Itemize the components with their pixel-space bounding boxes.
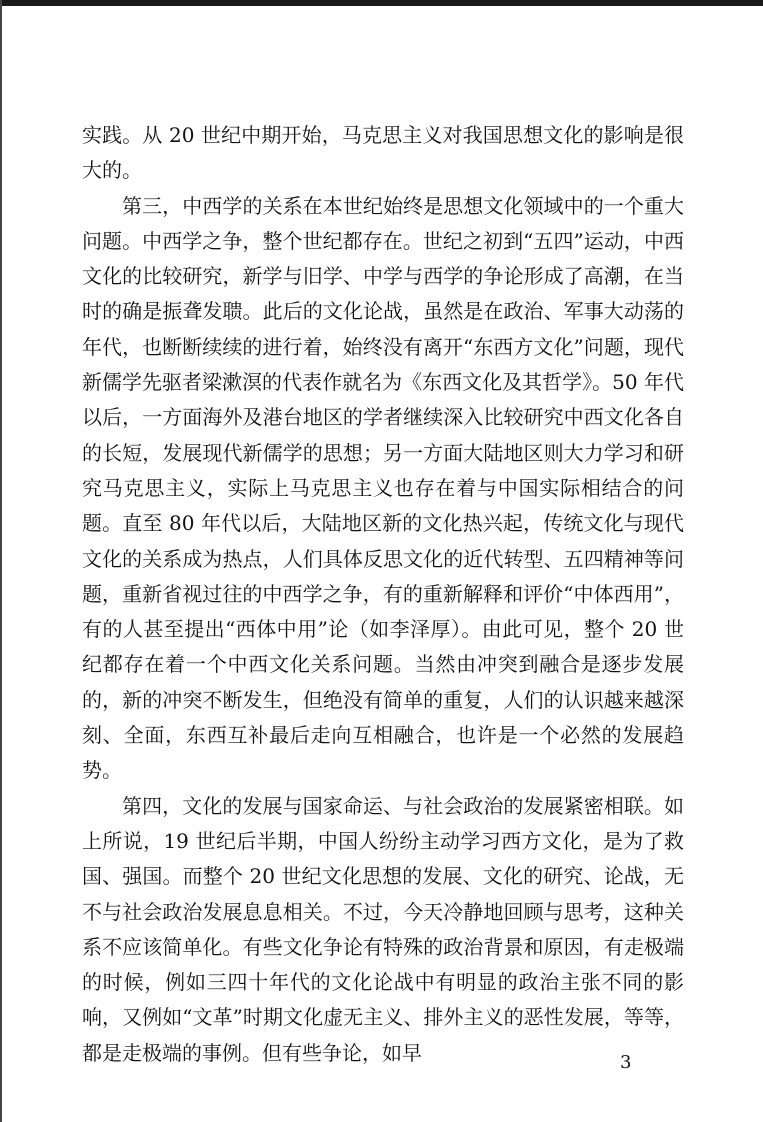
left-border-rule bbox=[0, 0, 2, 1122]
paragraph-3: 第四，文化的发展与国家命运、与社会政治的发展紧密相联。如上所说，19 世纪后半期，中国人纷纷主动学习西方文化，是为了救国、强国。而整个 20 世纪文化思想的发展、文化的研究、论战，无不与社会政治发展息息相关。不过，今天冷静地回顾与思考，这种关系不应该简单化。有些文化争论有特殊的政治背景和原因，有走极端的时候，例如三四十年代的文化论战中有明显的政治主张不同的影响，又例如“文革”时期文化虚无主义、排外主义的恶性发展，等等，都是走极端的事例。但有些争论，如早 bbox=[82, 793, 684, 1065]
paragraph-1: 实践。从 20 世纪中期开始，马克思主义对我国思想文化的影响是很大的。 bbox=[82, 123, 684, 183]
page-body bbox=[82, 118, 684, 1071]
page-number: 3 bbox=[620, 1052, 632, 1073]
paragraph-2: 第三，中西学的关系在本世纪始终是思想文化领域中的一个重大问题。中西学之争，整个世纪都存在。世纪之初到“五四”运动，中西文化的比较研究，新学与旧学、中学与西学的争论形成了高潮，在当时的确是振聋发聩。此后的文化论战，虽然是在政治、军事大动荡的年代，也断断续续的进行着，始终没有离开“东西方文化”问题，现代新儒学先驱者梁漱溟的代表作就名为《东西文化及其哲学》。50 年代以后，一方面海外及港台地区的学者继续深入比较研究中西文化各自的长短，发展现代新儒学的思想；另一方面大陆地区则大力学习和研究马克思主义，实际上马克思主义也存在着与中国实际相结合的问题。直至 80 年代以后，大陆地区新的文化热兴起，传统文化与现代文化的关系成为热点，人们具体反思文化的近代转型、五四精神等问题，重新省视过往的中西学之争，有的重新解释和评价“中体西用”，有的人甚至提出“西体中用”论（如李泽厚）。由此可见，整个 20 世纪都存在着一个中西文化关系问题。当然由冲突到融合是逐步发展的，新的冲突不断发生，但绝没有简单的重复，人们的认识越来越深刻、全面，东西互补最后走向互相融合，也许是一个必然的发展趋势。 bbox=[82, 193, 684, 783]
top-border-rule bbox=[0, 0, 763, 6]
